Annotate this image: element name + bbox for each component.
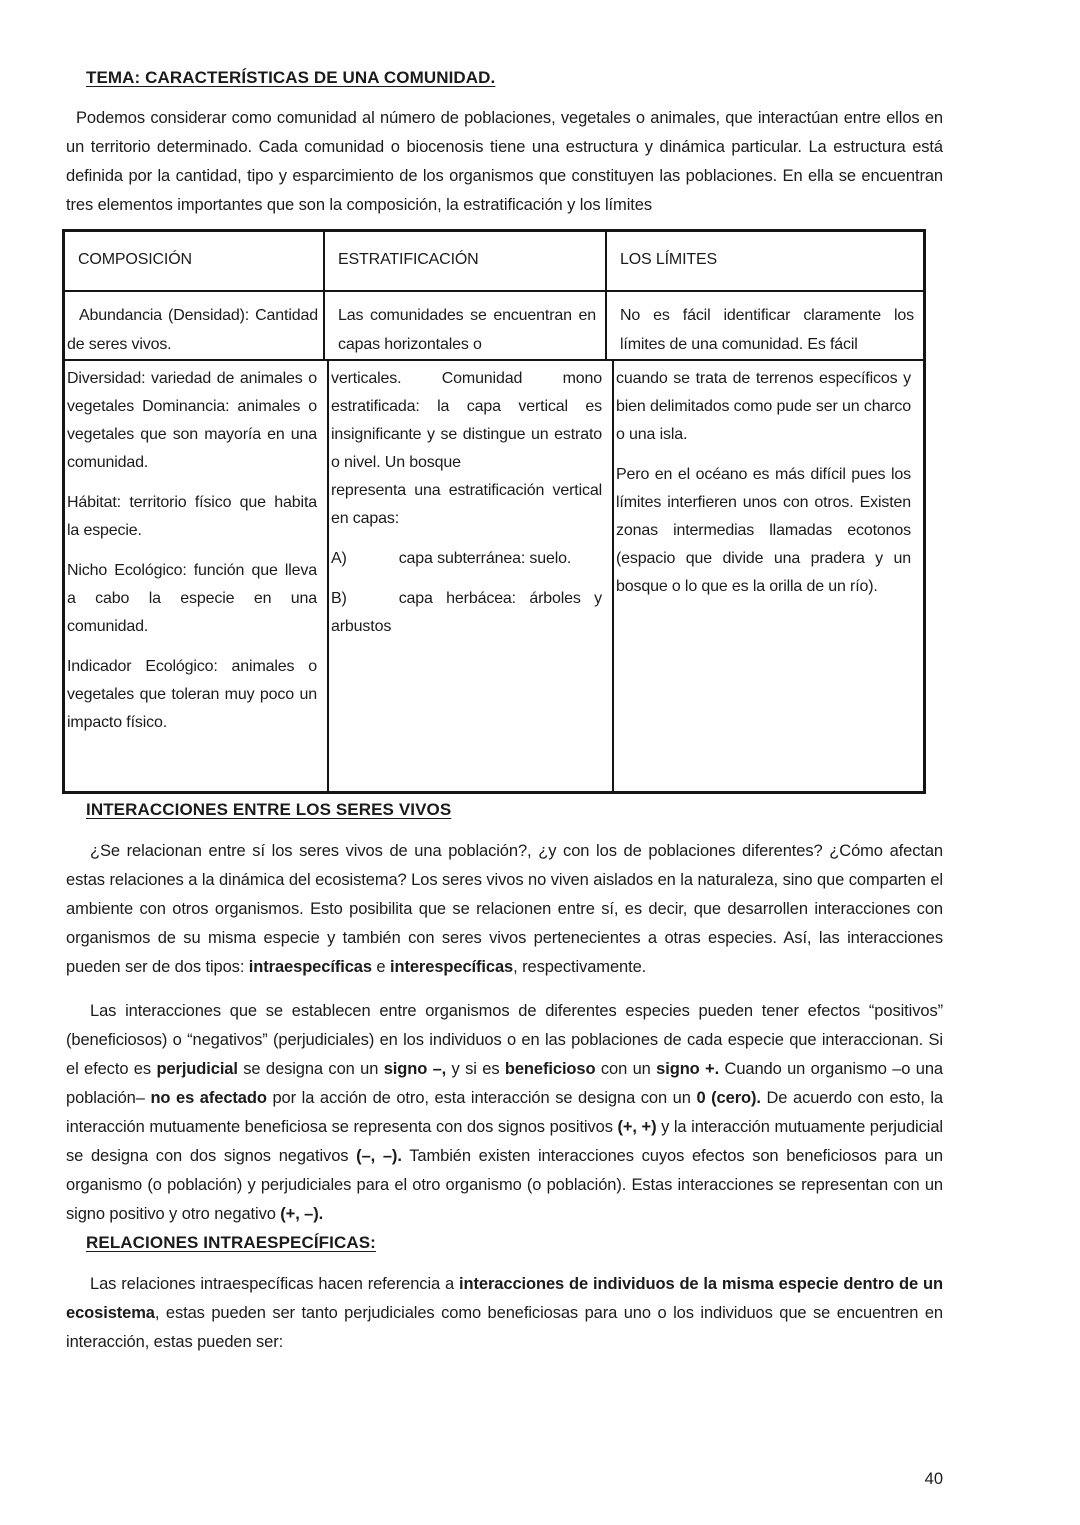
text-run: capa subterránea: suelo. [398,550,572,567]
section-heading-relaciones: RELACIONES INTRAESPECÍFICAS: [86,1233,376,1252]
table-cell-paragraph: Pero en el océano es más difícil pues los límites interfieren unos con otros. Existen zonas intermedias llamadas ecotonos (espacio que divide una pradera y un bosque o lo que es la orilla de un río). [616,466,911,595]
text-run: representa una estratificación vertical en capas: [331,482,602,527]
text-run: Cuando un organismo –o una población– [66,1060,943,1107]
text-run: e [371,958,390,976]
table-cell-paragraph: Indicador Ecológico: animales o vegetales que toleran muy poco un impacto físico. [67,658,317,731]
text-run: También existen interacciones cuyos efectos son beneficiosos para un organismo (o población) y perjudiciales para el otro organismo (o población). Estas interacciones se representan con un signo positivo y otro negativo [66,1147,944,1223]
section-heading-interacciones: INTERACCIONES ENTRE LOS SERES VIVOS [86,800,452,819]
paragraph-relaciones [66,1270,943,1357]
table-cell-paragraph: Abundancia (Densidad): Cantidad de seres vivos. [67,307,318,353]
page-number: 40 [924,1470,943,1488]
table-header-composicion: COMPOSICIÓN [65,232,325,290]
text-run: (+, +) [617,1118,657,1136]
text-run: verticales. Comunidad mono estratificada: la capa vertical es insignificante y se distingue un estrato o nivel. Un bosque [331,370,602,471]
table-cell-paragraph [331,365,602,533]
text-run: interespecíficas [389,958,514,976]
intro-paragraph: Podemos considerar como comunidad al número de poblaciones, vegetales o animales, que interactúan entre ellos en un territorio determinado. Cada comunidad o biocenosis tiene una estructura y dinámica particular. La estructura está definida por la cantidad, tipo y esparcimiento de los organismos que constituyen las poblaciones. En ella se encuentran tres elementos importantes que son la composición, la estratificación y los límites [66,109,943,214]
text-run: , respectivamente. [513,958,647,976]
tab-spacer [347,545,399,573]
text-run: B) [331,590,347,607]
table-cell-paragraph [331,585,602,641]
table-cell-paragraph: cuando se trata de terrenos específicos y bien delimitados como pude ser un charco o una isla. [616,370,911,443]
text-run: 0 (cero). [696,1089,761,1107]
table-cell-comunidades-capas [325,292,607,359]
paragraph-efectos [66,997,943,1229]
text-run: se designa con un [237,1060,384,1078]
table-cell-paragraph: Diversidad: variedad de animales o vegetales Dominancia: animales o vegetales que son mayoría en una comunidad. [67,370,317,471]
table-cell-paragraph [331,545,602,573]
text-run: intraespecíficas [248,958,372,976]
table-header-row [65,232,923,292]
text-run: ¿Se relacionan entre sí los seres vivos de una población?, ¿y con los de poblaciones diferentes? ¿Cómo afectan estas relaciones a la dinámica del ecosistema? Los seres vivos no viven aislados en la naturaleza, sino que comparten el ambiente con otros organismos. Esto posibilita que se relacionen entre sí, es decir, que desarrollen interacciones con organismos de su misma especie y también con seres vivos pertenecientes a otras especies. Así, las interacciones pueden ser de dos tipos: [66,842,943,976]
table-cell-paragraph: Hábitat: territorio físico que habita la especie. [67,494,317,539]
community-characteristics-table [62,229,926,794]
table-row [65,292,923,361]
table-row [65,361,923,791]
page-title: TEMA: CARACTERÍSTICAS DE UNA COMUNIDAD. [86,68,496,87]
table-header-estratificacion: ESTRATIFICACIÓN [325,232,607,290]
text-run: y la interacción mutuamente perjudicial se designa con dos signos negativos [66,1118,943,1165]
text-run: no es afectado [150,1089,267,1107]
paragraph-interacciones [66,837,943,982]
text-run: Las interacciones que se establecen entre organismos de diferentes especies pueden tener efectos “positivos” (beneficiosos) o “negativos” (perjudiciales) en los individuos o en las poblaciones de cada especie que interaccionan. Si el efecto es [66,1002,943,1078]
table-cell-terrenos [614,361,923,791]
table-cell-abundancia [65,292,325,359]
text-run: (–, –). [356,1147,402,1165]
text-run: capa herbácea: árboles y arbustos [331,590,602,635]
text-run: signo +. [656,1060,720,1078]
text-run: De acuerdo con esto, la interacción mutuamente beneficiosa se representa con dos signos positivos [66,1089,943,1136]
text-run: interacciones de individuos de la misma especie dentro de un ecosistema [66,1275,943,1322]
table-cell-paragraph: Nicho Ecológico: función que lleva a cabo la especie en una comunidad. [67,562,317,635]
text-run: y si es [446,1060,505,1078]
table-cell-diversidad [65,361,329,791]
text-run: A) [331,550,347,567]
text-run: Las relaciones intraespecíficas hacen referencia a [90,1275,460,1293]
text-run: con un [595,1060,657,1078]
text-run: beneficioso [504,1060,596,1078]
table-header-los-limites: LOS LÍMITES [620,251,718,268]
text-run: signo –, [383,1060,447,1078]
text-run: perjudicial [156,1060,238,1078]
table-cell-verticales [329,361,614,791]
text-run: , estas pueden ser tanto perjudiciales como beneficiosas para uno o los individuos que se encuentren en interacción, estas pueden ser: [66,1304,943,1351]
tab-spacer [347,585,399,613]
table-cell-paragraph: No es fácil identificar claramente los límites de una comunidad. Es fácil [620,307,914,353]
text-run: por la acción de otro, esta interacción se designa con un [266,1089,697,1107]
table-cell-no-es-facil [607,292,923,359]
table-cell-paragraph: Las comunidades se encuentran en capas horizontales o [338,307,596,353]
page-content [66,60,943,1357]
text-run: (+, –). [280,1205,324,1223]
